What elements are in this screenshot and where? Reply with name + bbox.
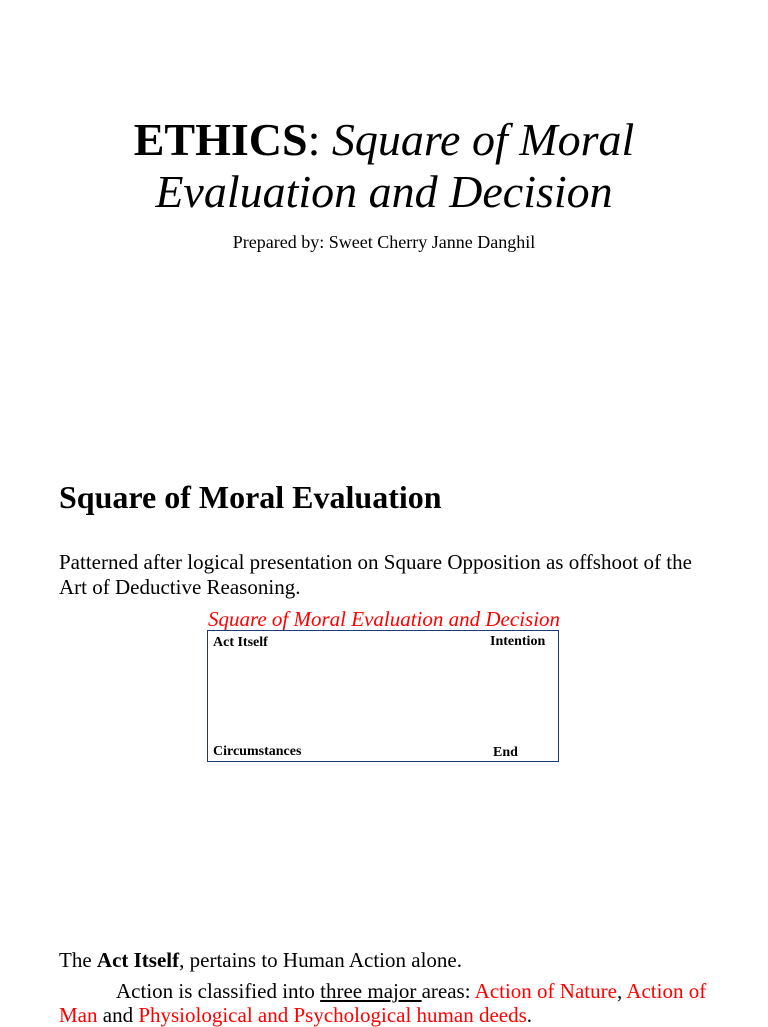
area-action-of-nature: Action of Nature <box>474 979 617 1003</box>
corner-act-itself: Act Itself <box>213 635 268 650</box>
corner-circumstances: Circumstances <box>213 744 302 759</box>
act-itself-paragraph <box>59 947 739 973</box>
title-subject: ETHICS <box>133 114 308 165</box>
class-underlined: three major <box>320 979 422 1003</box>
class-sep1: , <box>616 979 623 1003</box>
corner-end: End <box>493 745 518 760</box>
title-separator: : <box>307 114 332 165</box>
class-after-underline: areas: <box>421 979 475 1003</box>
square-caption: Square of Moral Evaluation and Decision <box>207 607 561 631</box>
act-lead: The <box>59 948 97 972</box>
area-human-deeds: Physiological and Psychological human deeds <box>138 1003 527 1027</box>
class-connector: and <box>97 1003 139 1027</box>
document-title <box>0 114 768 218</box>
classification-paragraph <box>59 979 739 1027</box>
act-rest: , pertains to Human Action alone. <box>179 948 462 972</box>
intro-paragraph: Patterned after logical presentation on Square Opposition as offshoot of the Art of Deductive Reasoning. <box>59 550 692 599</box>
moral-square-diagram <box>207 630 559 762</box>
section-heading: Square of Moral Evaluation <box>59 479 442 515</box>
title-italic-line2: Evaluation and Decision <box>155 166 613 217</box>
class-end: . <box>526 1003 533 1027</box>
title-italic-line1: Square of Moral <box>331 114 635 165</box>
corner-intention: Intention <box>490 634 546 649</box>
area-action-of-man: Action of Man <box>59 979 707 1027</box>
prepared-by: Prepared by: Sweet Cherry Janne Danghil <box>232 232 536 252</box>
class-lead: Action is classified into <box>116 979 321 1003</box>
act-term: Act Itself <box>96 948 180 972</box>
